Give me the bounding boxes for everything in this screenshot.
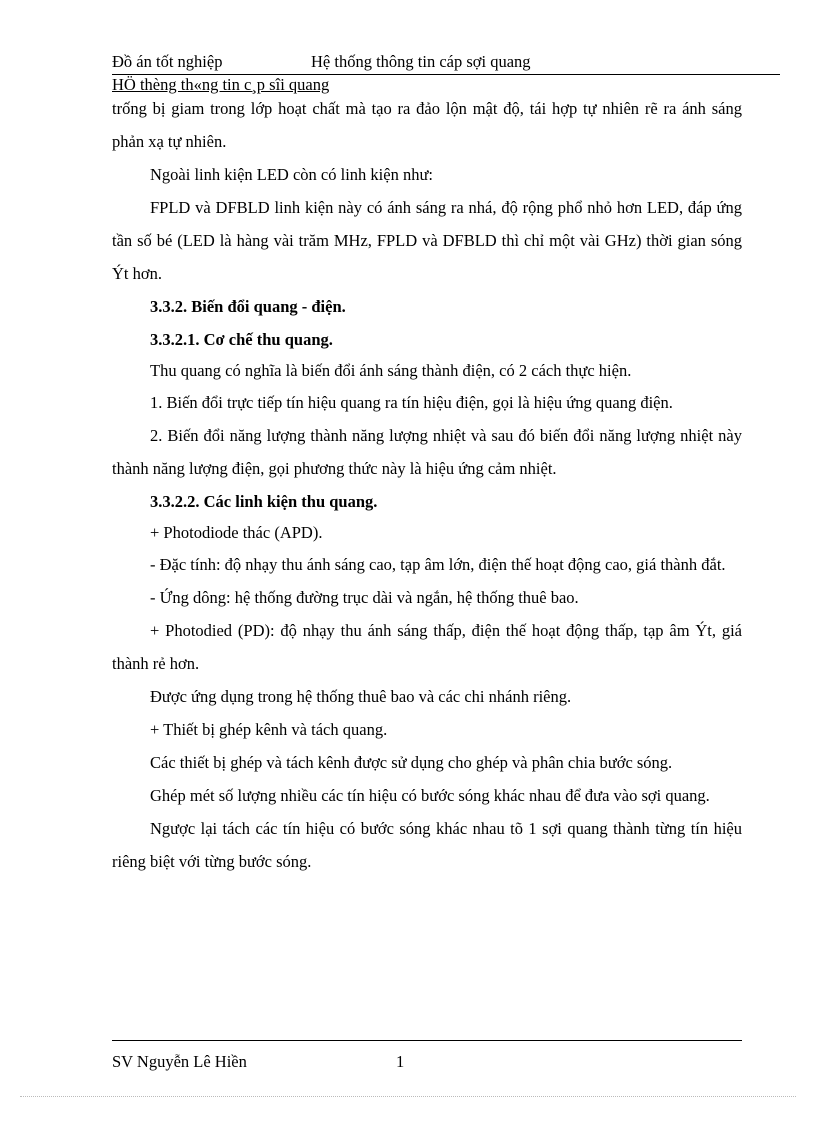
paragraph: 2. Biến đổi năng lượng thành năng lượng nhiệt và sau đó biến đổi năng lượng nhiệt này thành năng lượng điện, gọi phương thức này là hiệu ứng cảm nhiệt.	[112, 426, 742, 478]
paragraph: Được ứng dụng trong hệ thống thuê bao và các chi nhánh riêng.	[150, 687, 572, 706]
header-left-text: Đồ án tốt nghiệp	[112, 52, 223, 71]
paragraph: Thu quang có nghĩa là biến đổi ánh sáng thành điện, có 2 cách thực hiện.	[150, 361, 632, 380]
subsection-heading: 3.3.2.1. Cơ chế thu quang.	[150, 330, 333, 349]
paragraph: Ngược lại tách các tín hiệu có bước sóng khác nhau tõ 1 sợi quang thành từng tín hiệu riêng biệt với từng bước sóng.	[112, 819, 742, 871]
paragraph: + Photodiode thác (APD).	[150, 523, 323, 542]
paragraph: trống bị giam trong lớp hoạt chất mà tạo ra đảo lộn mật độ, tái hợp tự nhiên rẽ ra ánh sáng phản xạ tự nhiên.	[112, 99, 742, 151]
footer-divider	[112, 1040, 742, 1041]
header-subtitle: HÖ thèng th«ng tin c¸p sîi quang	[112, 75, 330, 94]
paragraph: FPLD và DFBLD linh kiện này có ánh sáng ra nhá, độ rộng phổ nhỏ hơn LED, đáp ứng tần số bé (LED là hàng vài trăm MHz, FPLD và DFBLD thì chỉ một vài GHz) thời gian sóng Ýt hơn.	[112, 198, 742, 283]
paragraph: + Thiết bị ghép kênh và tách quang.	[150, 720, 388, 739]
page-header	[112, 50, 780, 75]
section-heading: 3.3.2. Biến đổi quang - điện.	[150, 297, 346, 316]
paragraph: - Ứng dông: hệ thống đường trục dài và ngắn, hệ thống thuê bao.	[150, 588, 579, 607]
document-body	[112, 92, 742, 878]
paragraph: - Đặc tính: độ nhạy thu ánh sáng cao, tạp âm lớn, điện thế hoạt động cao, giá thành đắt.	[150, 555, 726, 574]
paragraph: Các thiết bị ghép và tách kênh được sử dụng cho ghép và phân chia bước sóng.	[150, 753, 673, 772]
paragraph: Ngoài linh kiện LED còn có linh kiện như:	[150, 165, 433, 184]
header-right-text: Hệ thống thông tin cáp sợi quang	[311, 52, 531, 71]
subsection-heading: 3.3.2.2. Các linh kiện thu quang.	[150, 492, 378, 511]
page-break-line	[20, 1096, 796, 1097]
paragraph: Ghép mét số lượng nhiều các tín hiệu có bước sóng khác nhau để đưa vào sợi quang.	[150, 786, 710, 805]
footer-author: SV Nguyễn Lê Hiền	[112, 1052, 247, 1071]
page-number: 1	[396, 1052, 405, 1071]
paragraph: 1. Biến đổi trực tiếp tín hiệu quang ra tín hiệu điện, gọi là hiệu ứng quang điện.	[150, 393, 673, 412]
paragraph: + Photodied (PD): độ nhạy thu ánh sáng thấp, điện thế hoạt động thấp, tạp âm Ýt, giá thành rẻ hơn.	[112, 621, 742, 673]
